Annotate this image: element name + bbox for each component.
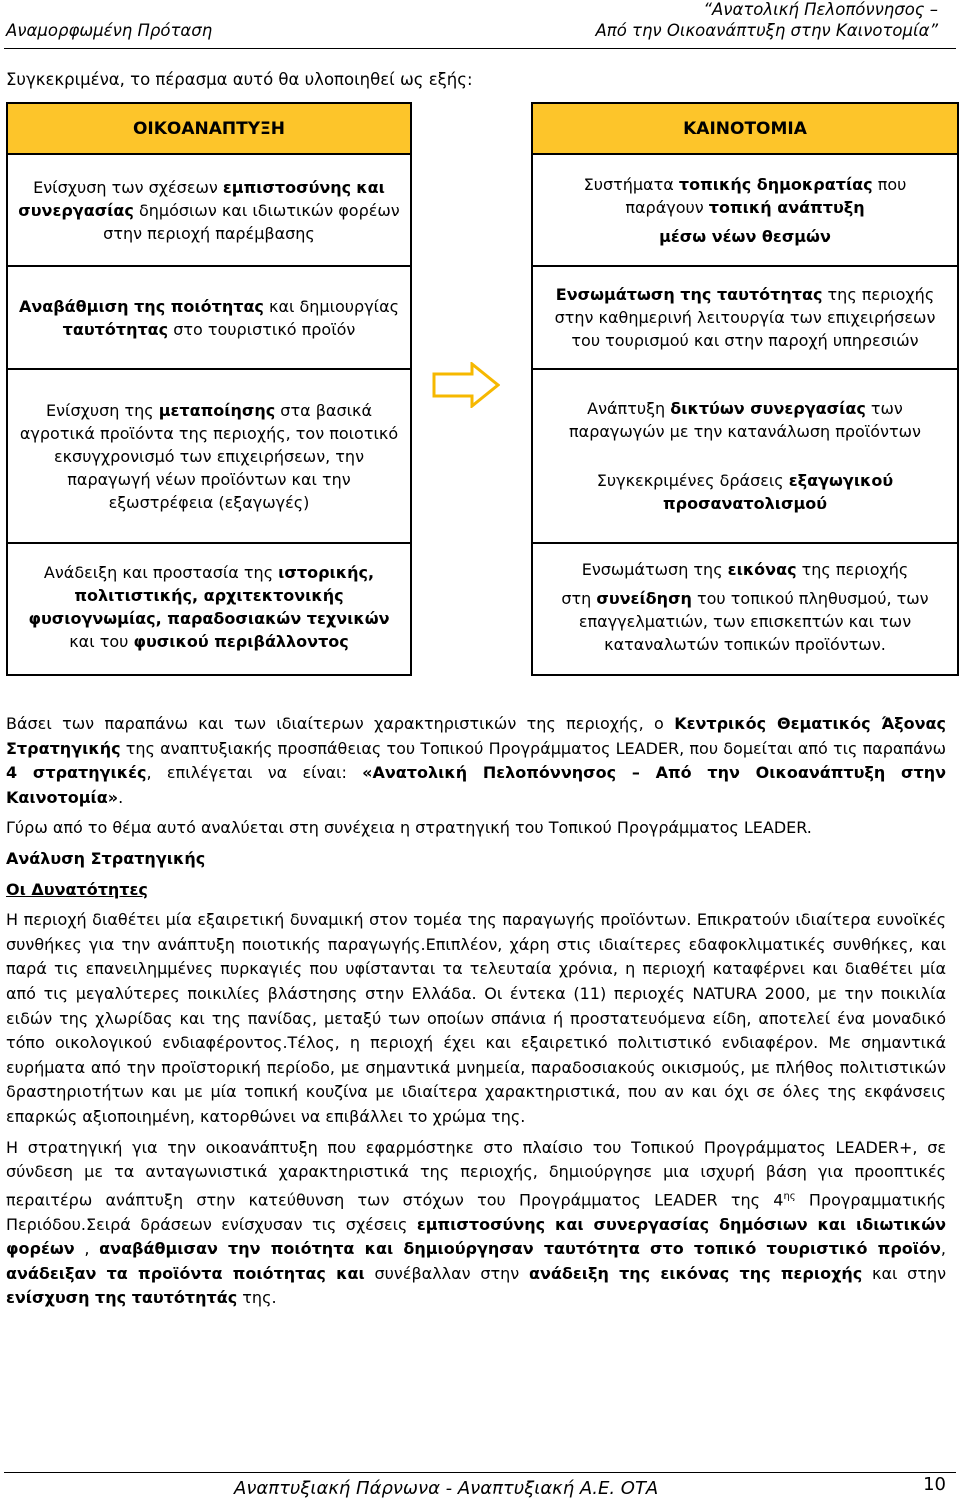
left-cell-quality: Αναβάθμιση της ποιότητας και δημιουργίας ταυτότητας στο τουριστικό προϊόν (8, 267, 410, 370)
heading-strategy-analysis: Ανάλυση Στρατηγικής (6, 848, 206, 868)
page-number: 10 (923, 1474, 946, 1495)
right-cell-identity: Ενσωμάτωση της ταυτότητας της περιοχής στην καθημερινή λειτουργία των επιχειρήσεων του τουρισμού και στην παροχή υπηρεσιών (533, 267, 957, 370)
oikoanaptyxi-box (6, 102, 412, 676)
intro-text: Συγκεκριμένα, το πέρασμα αυτό θα υλοποιηθεί ως εξής: (6, 70, 473, 89)
heading-capabilities: Οι Δυνατότητες (6, 879, 148, 899)
header-right-line1: “Ανατολική Πελοπόννησος – (703, 0, 938, 19)
paragraph-intro-analysis: Γύρω από το θέμα αυτό αναλύεται στη συνέχεια η στρατηγική του Τοπικού Προγράμματος LEADER. (6, 818, 812, 838)
footer-text: Αναπτυξιακή Πάρνωνα - Αναπτυξιακή Α.Ε. ΟΤΑ (234, 1478, 659, 1499)
right-arrow-icon (432, 362, 500, 408)
header-right-line2: Από την Οικοανάπτυξη στην Καινοτομία” (595, 21, 938, 40)
body-text (6, 712, 946, 1317)
kainotomia-box (531, 102, 959, 676)
paragraph-strategy: Βάσει των παραπάνω και των ιδιαίτερων χαρακτηριστικών της περιοχής, ο Κεντρικός Θεματικός Άξονας Στρατηγικής της αναπτυξιακής προσπάθειας του Τοπικού Προγράμματος LEADER, που δομείται από τις παραπάνω 4 στρατηγικές, επιλέγεται να είναι: «Ανατολική Πελοπόννησος – Από την Οικοανάπτυξη στην Καινοτομία». (6, 714, 947, 807)
left-cell-heritage: Ανάδειξη και προστασία της ιστορικής, πολιτιστικής, αρχιτεκτονικής φυσιογνωμίας, παραδοσιακών τεχνικών και του φυσικού περιβάλλοντος (28, 563, 390, 651)
right-cell-networks: Ανάπτυξη δικτύων συνεργασίας των παραγωγών με την κατανάλωση προϊόντων Συγκεκριμένες δράσεις εξαγωγικού προσανατολισμού (533, 370, 957, 544)
right-cell-image: Ενσωμάτωση της εικόνας της περιοχής στη συνείδηση του τοπικού πληθυσμού, των επαγγελματιών, των επισκεπτών και των καταναλωτών τοπικών προϊόντων. (561, 560, 929, 654)
left-cell-trust: Ενίσχυση των σχέσεων εμπιστοσύνης και συνεργασίας δημόσιων και ιδιωτικών φορέων στην περιοχή παρέμβασης (8, 155, 410, 267)
paragraph-leader-plus: Η στρατηγική για την οικοανάπτυξη που εφαρμόστηκε στο πλαίσιο του Τοπικού Προγράμματος LEADER+, σε σύνδεση με τα ανταγωνιστικά χαρακτηριστικά της περιοχής, δημιούργησε μια ισχυρή βάση για προοπτικές περαιτέρω ανάπτυξη στην κατεύθυνση των στόχων του Προγράμματος LEADER της $4^{\eta\varsigma}$ Προγραμματικής Περιόδου.Σειρά δράσεων ενίσχυσαν τις σχέσεις εμπιστοσύνης και συνεργασίας δημόσιων και ιδιωτικών φορέων , αναβάθμισαν την ποιότητα και δημιούργησαν ταυτότητα στο τοπικό τουριστικό προϊόν, ανάδειξαν τα προϊόντα ποιότητας και συνέβαλλαν στην ανάδειξη της εικόνας της περιοχής και στην ενίσχυση της ταυτότητάς της. (6, 1137, 947, 1308)
right-cell-democracy: Συστήματα τοπικής δημοκρατίας που παράγουν τοπική ανάπτυξη μέσω νέων θεσμών (533, 155, 957, 267)
left-column-title: ΟΙΚΟΑΝΑΠΤΥΞΗ (8, 104, 410, 155)
header-rule (4, 48, 956, 49)
left-cell-processing: Ενίσχυση της μεταποίησης στα βασικά αγροτικά προϊόντα της περιοχής, τον ποιοτικό εκσυγχρονισμό των επιχειρήσεων, την παραγωγή νέων προϊόντων και την εξωστρέφεια (εξαγωγές) (8, 370, 410, 544)
paragraph-capabilities: Η περιοχή διαθέτει μία εξαιρετική δυναμική στον τομέα της παραγωγής προϊόντων. Επικρατούν ιδιαίτερα ευνοϊκές συνθήκες για την ανάπτυξη ποιοτικής παραγωγής.Επιπλέον, χάρη στις ιδιαίτερες εδαφοκλιματικές συνθήκες, και παρά τις επανειλημμένες πυρκαγιές που υφίστανται τα τελευταία χρόνια, η περιοχή καταφέρνει και διαθέτει μία από τις μεγαλύτερες ποικιλίες βλάστησης στην Ελλάδα. Οι έντεκα (11) περιοχές NATURA 2000, με την ποικιλία ειδών της χλωρίδας και της πανίδας, μεταξύ των οποίων σπάνια ή προστατευόμενα είδη, αποτελεί ένα μοναδικό τόπο οικολογικού ενδιαφέροντος.Τέλος, η περιοχή έχει και εξαιρετικό πολιτιστικό ενδιαφέρον. Με σημαντικά ευρήματα από την προϊστορική περίοδο, με σημαντικά μνημεία, παραδοσιακούς οικισμούς, με πλήθος πολιτιστικών δραστηριοτήτων και με μία τοπική κουζίνα με ιδιαίτερα χαρακτηριστικά, που αν και όχι σε όλες της εκφάνσεις επαρκώς αξιοποιημένη, κατορθώνει να επιβάλλει το χρώμα της. (6, 910, 946, 1126)
footer-rule (4, 1472, 956, 1473)
header-left: Αναμορφωμένη Πρόταση (6, 21, 213, 40)
right-column-title: ΚΑΙΝΟΤΟΜΙΑ (533, 104, 957, 155)
